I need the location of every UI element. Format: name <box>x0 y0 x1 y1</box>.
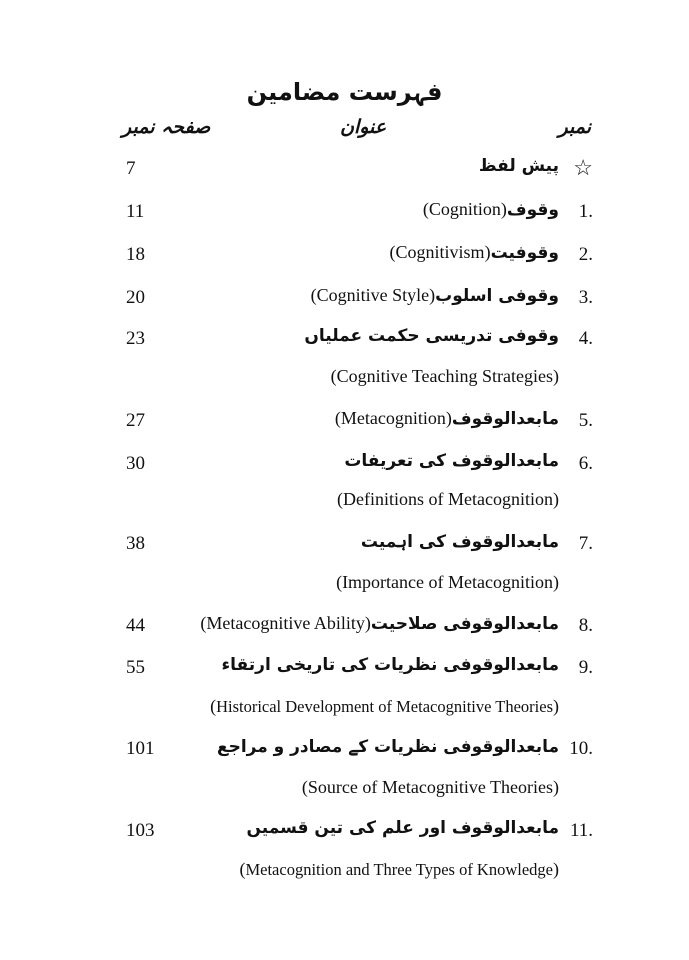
entry-number: 8. <box>578 615 593 636</box>
entry-title-urdu: مابعدالوقوف کی تعریفات <box>344 451 559 471</box>
page-number: 27 <box>126 410 145 431</box>
entry-number: 6. <box>578 453 593 474</box>
entry-number: 9. <box>578 657 593 678</box>
column-header-page: صفحہ نمبر <box>122 116 211 138</box>
entry-title-urdu: وقوفی تدریسی حکمت عملیاں <box>304 326 559 346</box>
star-icon: ☆ <box>573 155 593 180</box>
entry-title: مابعدالوقوف(Metacognition) <box>334 408 559 429</box>
page-number: 103 <box>126 820 155 841</box>
page-title: فہرست مضامین <box>246 78 443 106</box>
toc-entry <box>0 287 689 323</box>
entry-number: 4. <box>578 328 593 349</box>
entry-title-english: Cognitivism <box>395 242 485 262</box>
entry-title-english: Importance of Metacognition <box>342 572 553 592</box>
column-header-title: عنوان <box>340 116 387 138</box>
entry-title-english: Metacognition <box>340 408 446 428</box>
page-number: 23 <box>126 328 145 349</box>
entry-number: 10. <box>569 738 593 759</box>
entry-title-english-line: (Importance of Metacognition) <box>336 572 559 592</box>
entry-title-english-line: (Source of Metacognitive Theories) <box>301 777 559 797</box>
entry-title-english: Cognition <box>428 199 501 219</box>
toc-entry <box>0 328 689 364</box>
entry-title-english: Definitions of Metacognition <box>343 489 553 509</box>
page-number: 55 <box>126 657 145 678</box>
toc-entry-preface <box>0 155 689 194</box>
entry-number: 2. <box>578 244 593 265</box>
entry-title-english-line: (Definitions of Metacognition) <box>337 489 559 509</box>
page-number: 18 <box>126 244 145 265</box>
entry-title-urdu: وقوف <box>506 200 559 220</box>
entry-title: وقوفیت(Cognitivism) <box>389 242 559 263</box>
toc-entry <box>0 615 689 651</box>
toc-entry <box>0 453 689 489</box>
page-number: 44 <box>126 615 145 636</box>
entry-number: 7. <box>578 533 593 554</box>
entry-title: مابعدالوقوفی صلاحیت(Metacognitive Ability) <box>200 613 559 634</box>
toc-entry <box>0 657 689 693</box>
entry-title: وقوفی اسلوب(Cognitive Style) <box>310 285 559 306</box>
column-header-number: نمبر <box>558 116 591 138</box>
entry-title-urdu: مابعدالوقوفی نظریات کی تاریخی ارتقاء <box>221 655 559 675</box>
page-number: 11 <box>126 201 145 222</box>
entry-title-urdu: مابعدالوقوفی نظریات کے مصادر و مراجع <box>216 737 559 757</box>
entry-title-english-line: (Historical Development of Metacognitive Theories) <box>210 696 559 716</box>
page-number: 38 <box>126 533 145 554</box>
entry-title-urdu: مابعدالوقوفی صلاحیت <box>370 614 559 634</box>
toc-entry <box>0 533 689 569</box>
entry-title-english-line: (Metacognition and Three Types of Knowledge) <box>239 859 559 879</box>
toc-entry <box>0 820 689 856</box>
page-number: 101 <box>126 738 155 759</box>
page-number: 30 <box>126 453 145 474</box>
toc-entry <box>0 201 689 237</box>
page-number: 20 <box>126 287 145 308</box>
entry-number: 11. <box>569 820 593 841</box>
toc-entry <box>0 738 689 774</box>
entry-title-english: Cognitive Style <box>316 285 430 305</box>
entry-number: 3. <box>578 287 593 308</box>
entry-title-english: Metacognition and Three Types of Knowledge <box>245 860 553 879</box>
entry-title-urdu: وقوفیت <box>490 243 559 263</box>
entry-title-english: Source of Metacognitive Theories <box>307 777 553 797</box>
entry-title-english: Cognitive Teaching Strategies <box>336 366 553 386</box>
entry-title-urdu: پیش لفظ <box>478 156 559 176</box>
entry-number: 1. <box>578 201 593 222</box>
toc-entry <box>0 244 689 280</box>
page-number: 7 <box>126 158 136 179</box>
entry-title-english-line: (Cognitive Teaching Strategies) <box>330 366 559 386</box>
entry-number: 5. <box>578 410 593 431</box>
entry-title-english: Historical Development of Metacognitive Theories <box>216 697 553 716</box>
entry-title: وقوف(Cognition) <box>422 199 559 220</box>
toc-entry <box>0 410 689 446</box>
entry-title-urdu: مابعدالوقوف <box>451 409 559 429</box>
entry-title-urdu: وقوفی اسلوب <box>435 286 559 306</box>
entry-title-urdu: مابعدالوقوف اور علم کی تین قسمیں <box>246 818 559 838</box>
entry-title-urdu: مابعدالوقوف کی اہمیت <box>360 532 559 552</box>
entry-title-english: Metacognitive Ability <box>206 613 365 633</box>
